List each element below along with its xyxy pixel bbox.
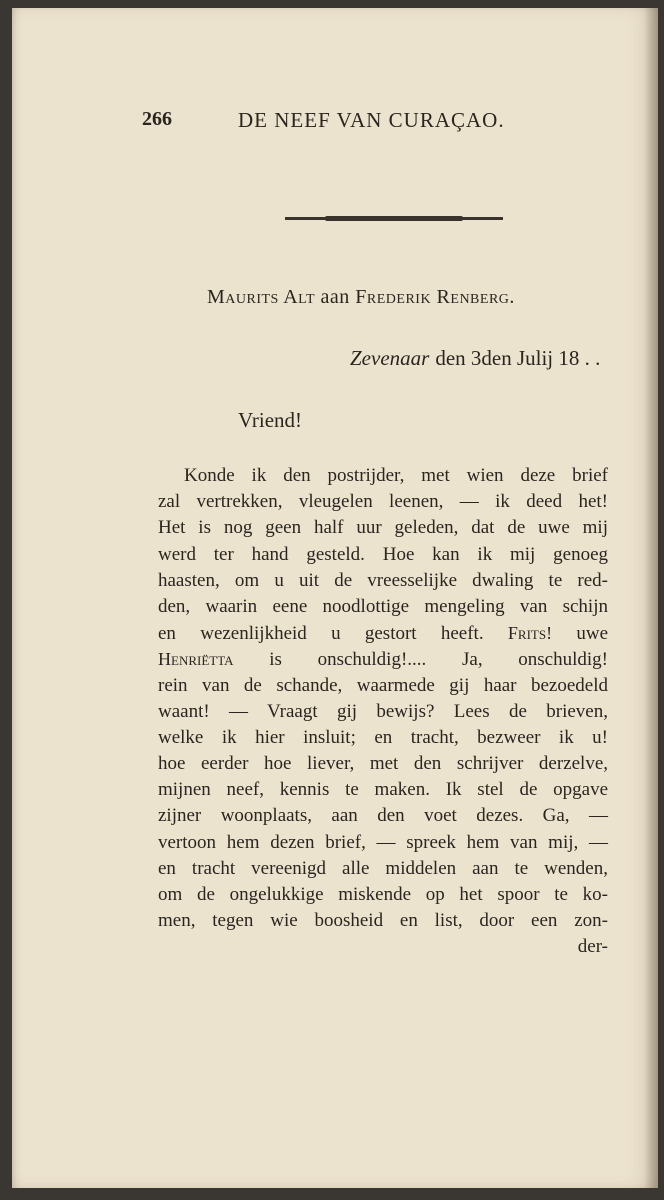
body-line: vertoon hem dezen brief, — spreek hem van mij, — (158, 831, 608, 853)
letter-heading-connector: aan (320, 286, 350, 308)
letter-date: den 3den Julij 18 . . (435, 346, 601, 370)
body-line: en tracht vereenigd alle middelen aan te wenden, (158, 857, 608, 879)
letter-place: Zevenaar (350, 346, 430, 370)
catchword: der- (577, 936, 608, 958)
body-line: welke ik hier insluit; en tracht, bezweer ik u! (158, 726, 608, 748)
letter-salutation: Vriend! (238, 408, 303, 432)
body-line: werd ter hand gesteld. Hoe kan ik mij genoeg (158, 543, 608, 565)
body-line: men, tegen wie boosheid en list, door een zon- (158, 910, 608, 932)
running-head (142, 108, 542, 138)
body-line: hoe eerder hoe liever, met den schrijver derzelve, (158, 753, 608, 775)
body-line: rein van de schande, waarmede gij haar bezoedeld (158, 674, 608, 696)
letter-heading (207, 286, 607, 309)
body-line-text: is onschuldig!.... Ja, onschuldig! (269, 649, 608, 671)
letter-place-date (350, 346, 630, 371)
page-number: 266 (142, 108, 172, 130)
letter-sender: Maurits Alt (207, 286, 315, 308)
body-line: om de ongelukkige miskende op het spoor te ko- (158, 884, 608, 905)
body-line: den, waarin eene noodlottige mengeling van schijn (158, 595, 608, 617)
body-line: Konde ik den postrijder, met wien deze brief (184, 465, 608, 486)
body-line: Het is nog geen half uur geleden, dat de uwe mij (158, 517, 608, 539)
name-frits: Frits! (507, 623, 553, 644)
body-line-text: en wezenlijkheid u gestort heeft. (158, 623, 484, 645)
body-line: zijner woonplaats, aan den voet dezes. Ga, — (158, 805, 608, 827)
ornamental-rule (285, 217, 503, 220)
body-line (158, 620, 608, 646)
book-page (12, 8, 658, 1188)
body-line: mijnen neef, kennis te maken. Ik stel de opgave (158, 779, 608, 801)
name-henrietta: Henriëtta (158, 649, 234, 670)
body-line: waant! — Vraagt gij bewijs? Lees de brieven, (158, 700, 608, 722)
letter-recipient: Frederik Renberg. (355, 286, 515, 308)
body-line: haasten, om u uit de vreesselijke dwaling te red- (158, 569, 608, 591)
body-line: zal vertrekken, vleugelen leenen, — ik deed het! (158, 491, 608, 513)
word-uwe: uwe (576, 623, 609, 645)
body-line (158, 646, 608, 672)
letter-body (158, 463, 608, 961)
book-title: DE NEEF VAN CURAÇAO. (238, 108, 505, 132)
